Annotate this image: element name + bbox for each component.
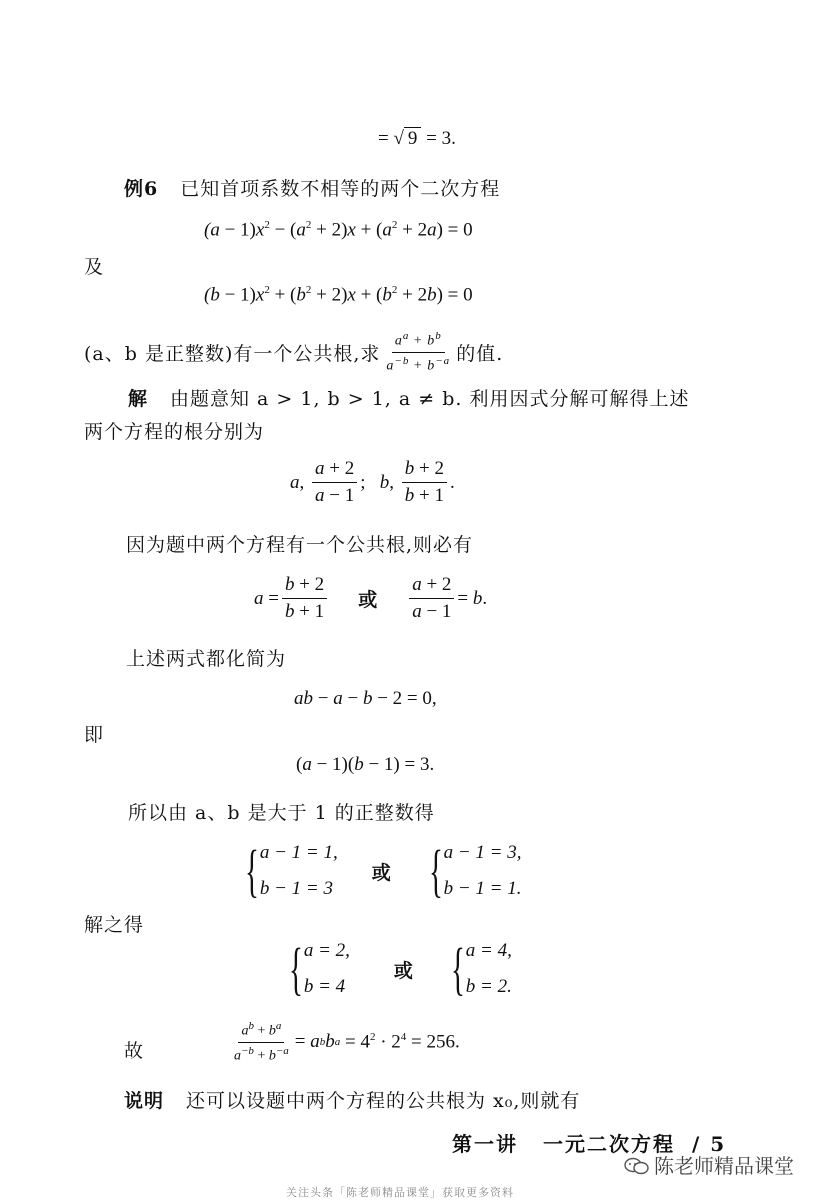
systems-1 [238,838,522,903]
watermark-text: 陈老师精品课堂 [654,1154,794,1178]
and-word: 及 [84,256,105,278]
simplified-equation: ab − a − b − 2 = 0, [294,688,437,709]
solution-text: 由题意知 a > 1, b > 1, a ≠ b. 利用因式分解可解得上述 [170,388,690,410]
wechat-bubble-icon [624,1156,650,1174]
or-word-3: 或 [393,960,414,982]
example-heading [124,174,500,201]
page-separator: / [691,1132,702,1156]
condition-line [84,330,503,374]
solution-1-row-1: a = 2, [303,940,350,961]
example-text: 已知首项系数不相等的两个二次方程 [180,178,501,200]
or-word-2: 或 [371,862,392,884]
solution-text-2: 两个方程的根分别为 [84,421,265,443]
roots-line: a , $\frac{a + 2}{a - 1}$ ; b , $\frac{b + 2}{b + 1}$ . [290,458,455,506]
therefore-word: 故 [124,1040,145,1062]
condition-suffix: 的值. [456,342,504,365]
watermark [624,1150,794,1179]
or-word-1: 或 [358,590,379,611]
sqrt-result: = √ 9 = 3. [378,128,456,149]
solution-2-row-1: a = 4, [465,940,512,961]
page-number: 5 [710,1132,727,1156]
system-1-row-2: b − 1 = 3 [259,878,333,899]
simplify-text: 上述两式都化简为 [126,648,287,670]
note-label: 说明 [124,1090,165,1112]
solution-2-row-2: b = 2. [465,976,512,997]
solution-2: { a = 4, b = 2. [450,936,512,1001]
solution-line [128,384,689,411]
system-2-row-1: a − 1 = 3, [443,842,522,863]
condition-prefix: (a、b 是正整数)有一个公共根,求 [84,342,381,365]
solution-1: { a = 2, b = 4 [288,936,350,1001]
equation-1: $(a - 1)x^2 - (a^2 + 2)x + (a^2 + 2a) = 0$ [204,219,473,241]
equation-2: $(b - 1)x^2 + (b^2 + 2)x + (b^2 + 2b) = 0$ [204,284,473,306]
target-fraction: $\frac{a^a + b^b}{a^{-b} + b^{-a}}$ [386,330,451,374]
final-fraction: $\frac{a^b + b^a}{a^{-b} + b^{-a}}$ [234,1020,289,1064]
chapter-label: 第一讲 [452,1132,518,1156]
example-label: 例6 [124,178,159,200]
final-equation: $\frac{a^b + b^a}{a^{-b} + b^{-a}}$ = a b b a = $4^2 \cdot 2^4 = 256$. [228,1020,460,1064]
common-root-text: 因为题中两个方程有一个公共根,则必有 [126,534,474,556]
namely-word: 即 [84,724,105,746]
note-text: 还可以设题中两个方程的公共根为 x₀,则就有 [186,1090,581,1112]
chapter-title: 一元二次方程 [542,1132,675,1156]
common-root-equations: a = $\frac{b + 2}{b + 1}$ 或 $\frac{a + 2}{a - 1}$ = b . [254,574,488,622]
note-line [124,1086,580,1113]
solution-label: 解 [128,388,149,410]
system-1: { a − 1 = 1, b − 1 = 3 [244,838,338,903]
system-1-row-1: a − 1 = 1, [259,842,338,863]
solution-1-row-2: b = 4 [303,976,346,997]
solutions [282,936,512,1001]
system-2-row-2: b − 1 = 1. [443,878,522,899]
integer-text: 所以由 a、b 是大于 1 的正整数得 [128,802,435,824]
solve-text: 解之得 [84,914,145,936]
factored-equation: (a − 1)(b − 1) = 3. [296,754,435,775]
bottom-note: 关注头条「陈老师精品课堂」获取更多资料 [286,1186,514,1199]
system-2: { a − 1 = 3, b − 1 = 1. [428,838,522,903]
